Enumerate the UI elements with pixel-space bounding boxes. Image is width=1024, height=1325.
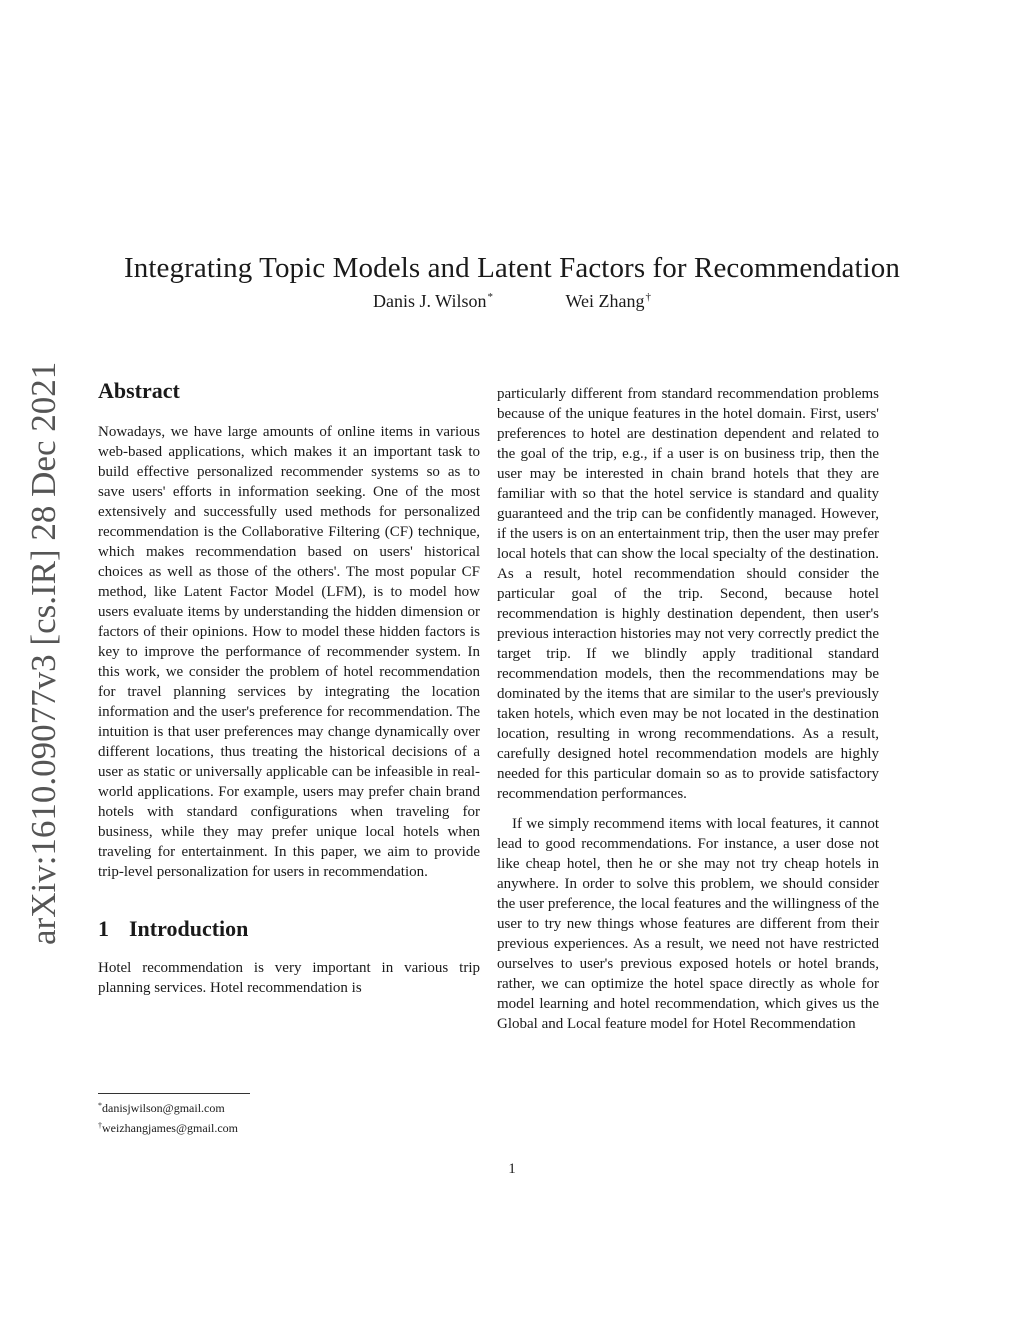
left-column: [98, 378, 480, 998]
section-number: 1: [98, 916, 109, 941]
footnote-1-mark: *: [98, 1101, 102, 1110]
footnote-2-email: weizhangjames@gmail.com: [102, 1121, 239, 1135]
arxiv-identifier-stamp: arXiv:1610.09077v3 [cs.IR] 28 Dec 2021: [24, 361, 63, 945]
author-list: [0, 291, 1024, 312]
author-1: [373, 291, 493, 312]
intro-paragraph-1-continued: particularly different from standard recommendation problems because of the unique features in the hotel domain. First, users' preferences to hotel are destination dependent and related to the goal of the trip, e.g., if a user is on business trip, then the user may be interested in chain brand hotels that they are familiar with so that the hotel service is standard and quality guaranteed and the trip can be confidently managed. However, if the users is on an entertainment trip, then the user may prefer local hotels that can show the local specialty of the destination. As a result, hotel recommendation should consider the particular goal of the trip. Second, because hotel recommendation is highly destination dependent, then user's previous interaction histories may not very correctly predict the target trip. If we blindly apply traditional standard recommendation models, then the recommendations may be dominated by the items that are similar to the user's previously taken hotels, which even may be not located in the destination location, resulting in wrong recommendations. As a result, carefully designed hotel recommendation models are highly needed for this particular domain so as to provide satisfactory recommendation performances.: [497, 386, 879, 802]
author-2-name: Wei Zhang: [565, 291, 645, 311]
abstract-text: Nowadays, we have large amounts of online items in various web-based applications, which makes it an important task to build effective personalized recommender systems so as to save users' efforts in information seeking. One of the most extensively and successfully used methods for personalized recommendation is the Collaborative Filtering (CF) technique, which makes recommendation based on users' historical choices as well as those of the others'. The most popular CF method, like Latent Factor Model (LFM), is to model how users evaluate items by understanding the hidden dimension or factors of their opinions. How to model these hidden factors is key to improve the performance of recommender system. In this work, we consider the problem of hotel recommendation for travel planning services by integrating the location information and the user's preference for recommendation. The intuition is that user preferences may change dynamically over different locations, thus treating the historical decisions of a user as static or universally applicable can be infeasible in real-world applications. For example, users may prefer chain brand hotels with standard configurations when traveling for business, while they may prefer unique local hotels when traveling for entertainment. In this paper, we aim to provide trip-level personalization for users in recommendation.: [98, 424, 480, 880]
intro-paragraph-1-start: Hotel recommendation is very important in various trip planning services. Hotel recommendation is: [98, 960, 480, 996]
author-1-name: Danis J. Wilson: [373, 291, 487, 311]
page-number: 1: [508, 1161, 516, 1177]
intro-paragraph-2: If we simply recommend items with local features, it cannot lead to good recommendations. For instance, a user dose not like cheap hotel, then he or she may not try cheap hotels in anywhere. In order to solve this problem, we should consider the user preference, the local features and the willingness of the user to try new things whose features are different from their previous experiences. As a result, we need not have restricted ourselves to user's previous exposed hotels or hotel brands, rather, we can optimize the hotel space directly as whole for model learning and hotel recommendation, which gives us the Global and Local feature model for Hotel Recommendation: [497, 816, 879, 1032]
footnote-1: [98, 1097, 398, 1117]
introduction-heading: [98, 916, 480, 942]
paper-title: Integrating Topic Models and Latent Factors for Recommendation: [124, 252, 900, 284]
section-title: Introduction: [129, 916, 249, 941]
right-column: [497, 384, 879, 1034]
footnotes: [98, 1093, 398, 1137]
footnote-2: [98, 1117, 398, 1137]
footnote-1-email: danisjwilson@gmail.com: [102, 1101, 225, 1115]
author-1-footnote-mark: *: [487, 291, 493, 303]
author-2: [565, 291, 651, 312]
footnote-2-mark: †: [98, 1121, 102, 1130]
author-2-footnote-mark: †: [645, 291, 651, 303]
abstract-heading: Abstract: [98, 378, 180, 403]
footnote-rule: [98, 1093, 250, 1094]
